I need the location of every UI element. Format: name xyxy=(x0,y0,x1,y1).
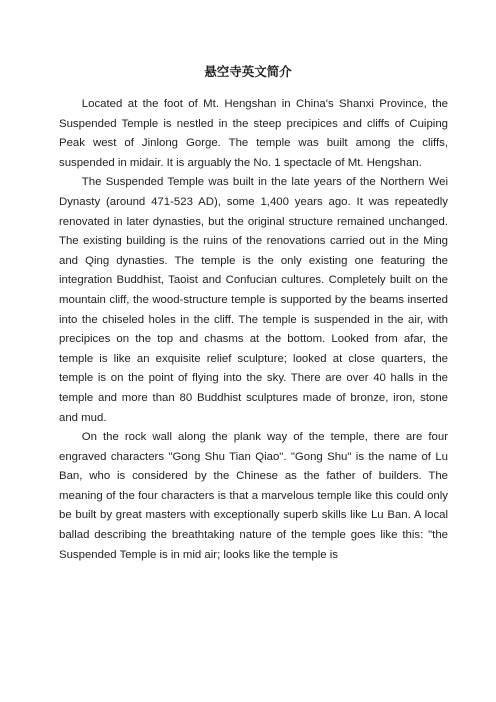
paragraph: Located at the foot of Mt. Hengshan in China's Shanxi Province, the Suspended Temple is nestled in the steep precipices and cliffs of Cuiping Peak west of Jinlong Gorge. The temple was built among the cliffs, suspended in midair. It is arguably the No. 1 spectacle of Mt. Hengshan. xyxy=(59,98,448,169)
document-title: 悬空寺英文简介 xyxy=(204,64,292,79)
paragraph: On the rock wall along the plank way of the temple, there are four engraved characters "Gong Shu Tian Qiao". "Gong Shu" is the name of Lu Ban, who is considered by the Chinese as the father of builders. The meaning of the four characters is that a marvelous temple like this could only be built by great masters with exceptionally superb skills like Lu Ban. A local ballad describing the breathtaking nature of the temple goes like this: "the Suspended Temple is in mid air; looks like the temple is xyxy=(59,431,448,561)
paragraph: The Suspended Temple was built in the late years of the Northern Wei Dynasty (around 471-523 AD), some 1,400 years ago. It was repeatedly renovated in later dynasties, but the original structure remained unchanged. The existing building is the ruins of the renovations carried out in the Ming and Qing dynasties. The temple is the only existing one featuring the integration Buddhist, Taoist and Confucian cultures. Completely built on the mountain cliff, the wood-structure temple is supported by the beams inserted into the chiseled holes in the cliff. The temple is suspended in the air, with precipices on the top and chasms at the bottom. Looked from afar, the temple is like an exquisite relief sculpture; looked at close quarters, the temple is on the point of flying into the sky. There are over 40 halls in the temple and more than 80 Buddhist sculptures made of bronze, iron, stone and mud. xyxy=(59,176,448,424)
document-body xyxy=(59,95,448,565)
